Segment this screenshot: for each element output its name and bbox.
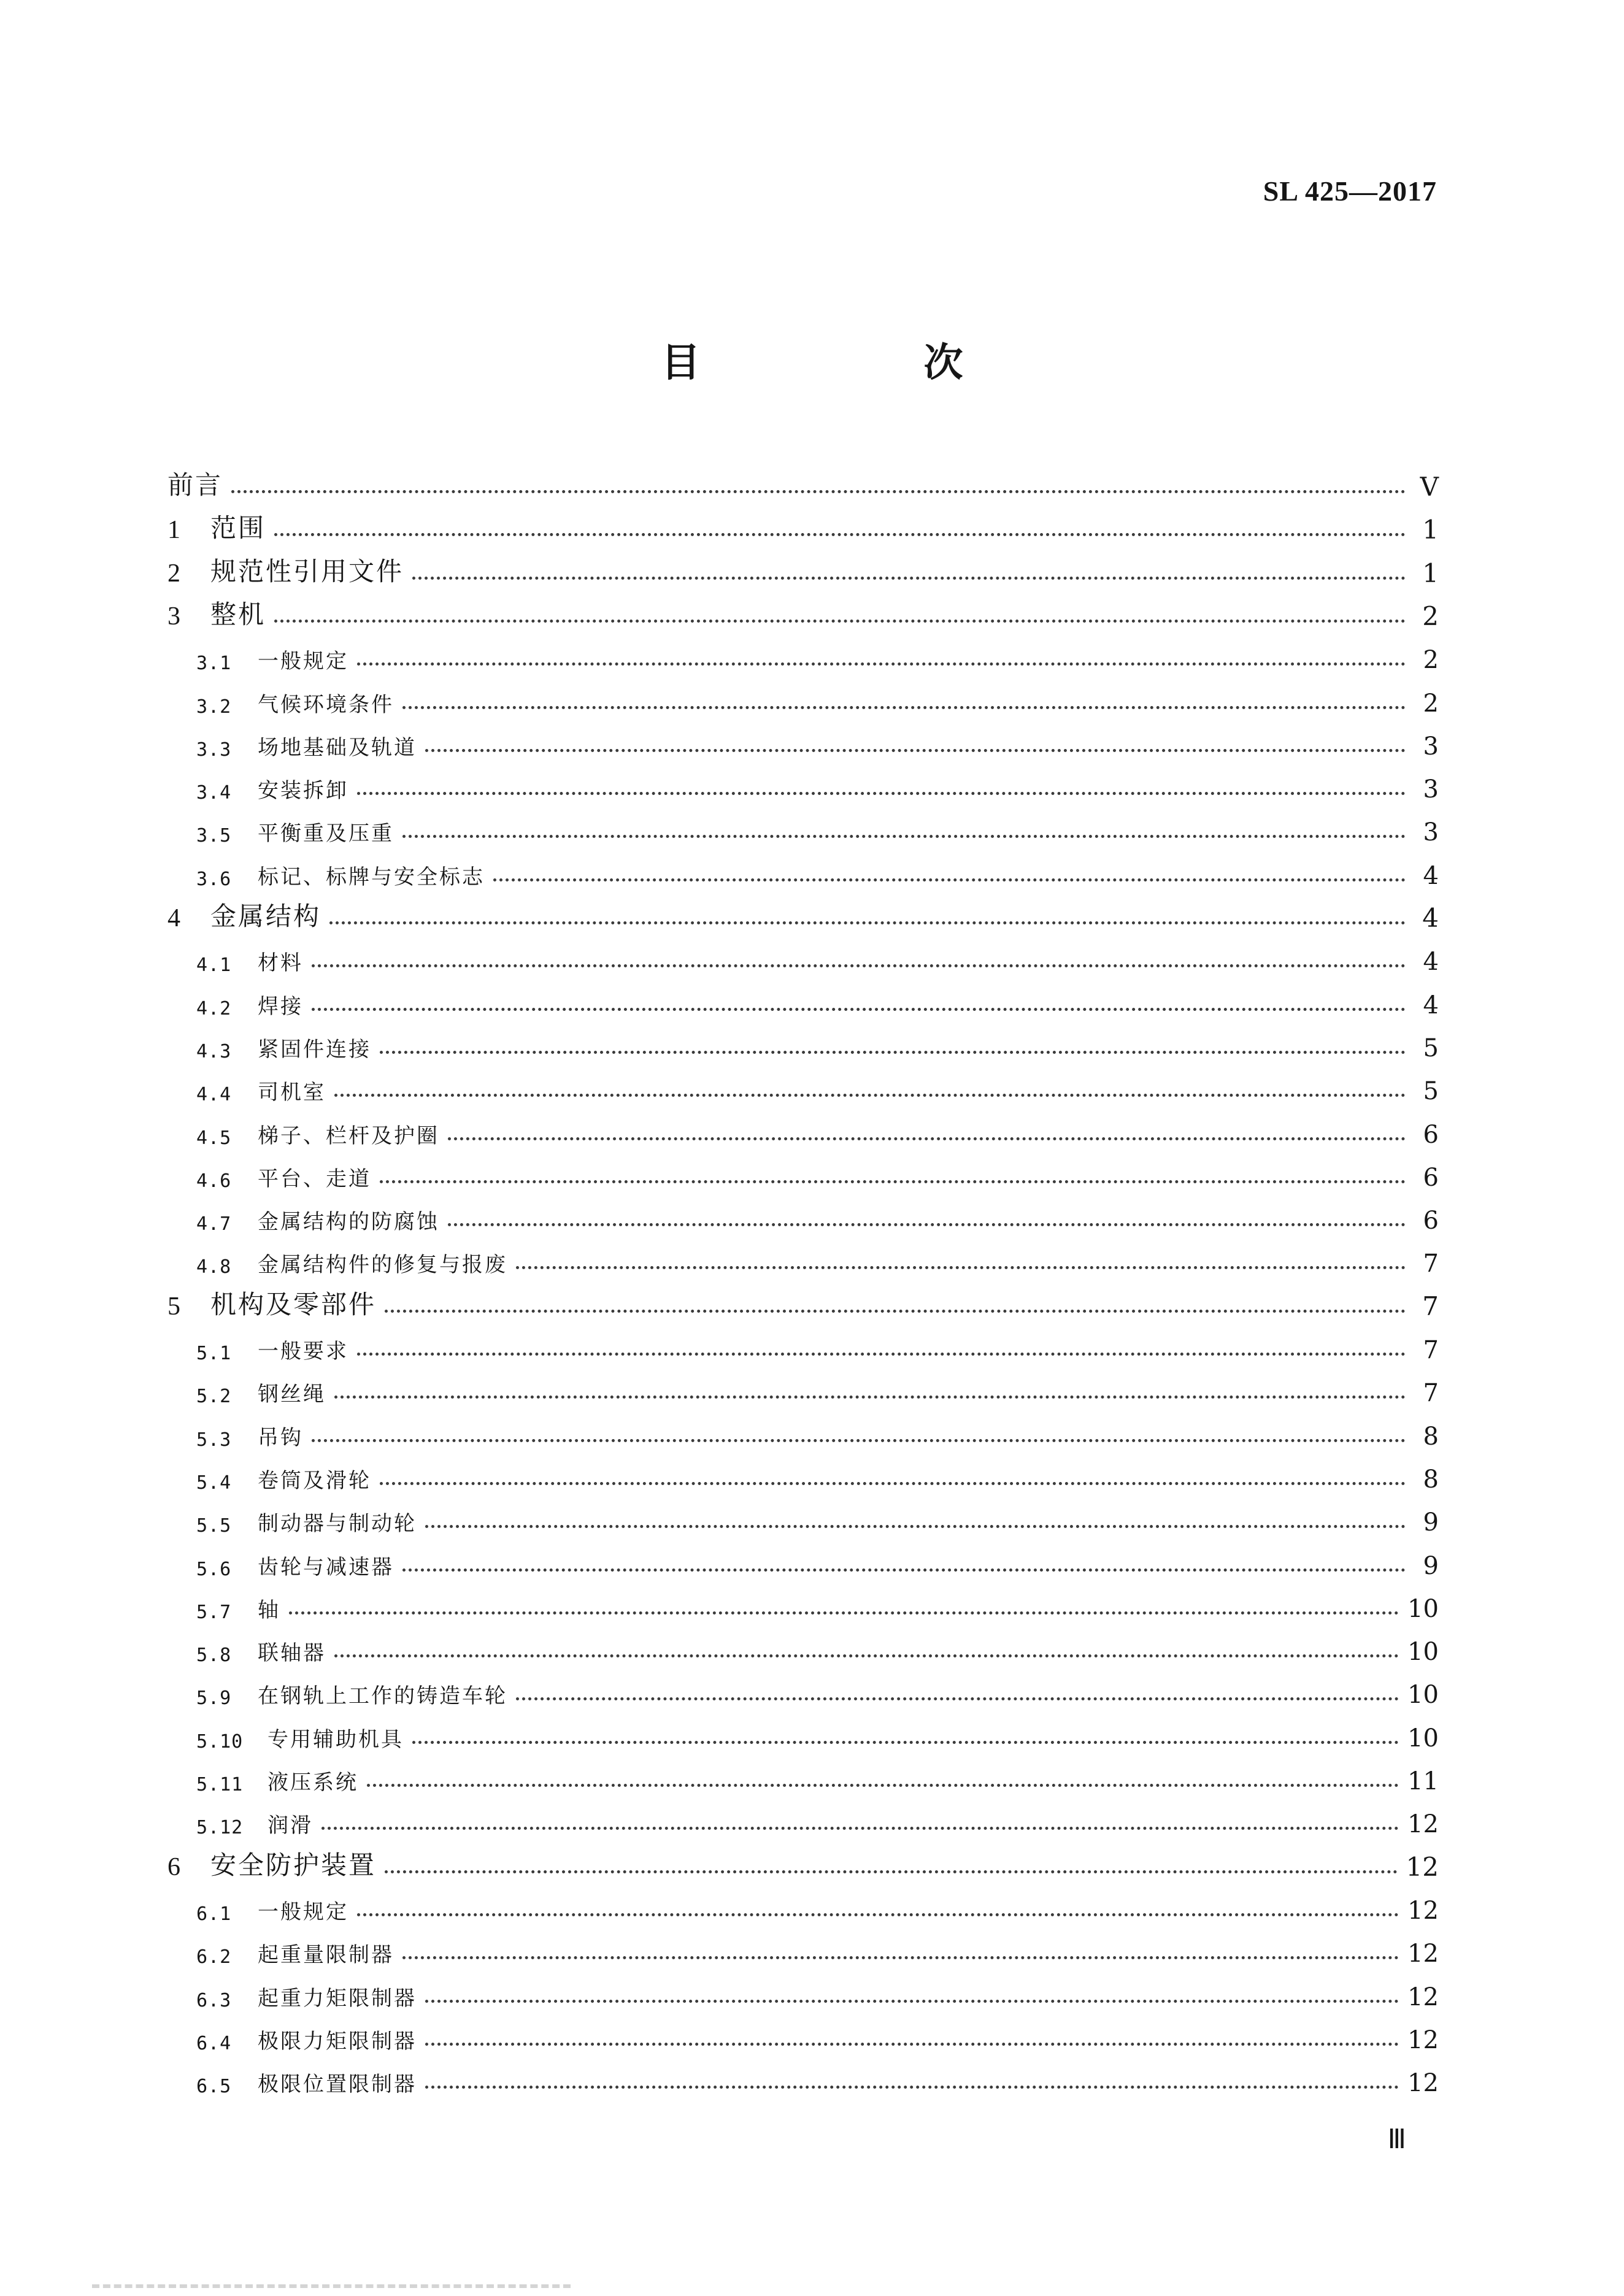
toc-leader-dots — [357, 1353, 1406, 1356]
toc-entry-number: 4.4 — [196, 1084, 232, 1105]
toc-entry[interactable] — [196, 851, 1439, 890]
toc-entry[interactable] — [196, 2015, 1439, 2054]
toc-entry-page: 11 — [1407, 1767, 1439, 1795]
toc-leader-dots — [274, 620, 1406, 623]
toc-entry[interactable] — [196, 1541, 1439, 1580]
toc-entry-label: 范围 — [210, 513, 266, 543]
toc-entry-label: 机构及零部件 — [210, 1289, 377, 1319]
toc-entry-page: 6 — [1423, 1207, 1439, 1235]
toc-entry-page: 7 — [1422, 1291, 1439, 1321]
toc-entry-label: 安装拆卸 — [258, 778, 348, 803]
toc-entry-page: 6 — [1423, 1164, 1439, 1192]
toc-leader-dots — [493, 878, 1406, 881]
toc-entry[interactable] — [196, 1023, 1439, 1062]
toc-leader-dots — [334, 1654, 1399, 1657]
toc-entry-page: 9 — [1423, 1508, 1439, 1537]
toc-entry-number: 6.4 — [196, 2033, 232, 2054]
toc-leader-dots — [402, 1568, 1406, 1572]
toc-entry-page: 12 — [1407, 1897, 1439, 1925]
toc-entry-page: 3 — [1423, 818, 1439, 847]
toc-entry-number: 6 — [167, 1853, 180, 1881]
toc-entry-page: 9 — [1423, 1552, 1439, 1580]
toc-entry[interactable] — [196, 1368, 1439, 1407]
toc-entry-number: 5.9 — [196, 1687, 232, 1709]
toc-entry-label: 安全防护装置 — [210, 1850, 377, 1880]
toc-entry-label: 司机室 — [258, 1080, 326, 1105]
toc-entry-label: 平台、走道 — [258, 1167, 371, 1191]
toc-entry-number: 5 — [167, 1292, 180, 1321]
toc-entry-page: 12 — [1406, 1852, 1439, 1882]
toc-leader-dots — [425, 2086, 1399, 2089]
toc-leader-dots — [425, 749, 1406, 752]
toc-entry[interactable] — [196, 1238, 1439, 1278]
toc-entry-label: 紧固件连接 — [258, 1037, 371, 1062]
toc-leader-dots — [380, 1482, 1406, 1485]
toc-entry[interactable] — [167, 1282, 1439, 1321]
toc-entry[interactable] — [196, 1670, 1439, 1709]
toc-entry-page: 8 — [1423, 1465, 1439, 1494]
toc-entry-label: 一般规定 — [258, 1900, 348, 1924]
toc-entry-page: 10 — [1407, 1638, 1439, 1666]
toc-leader-dots — [231, 490, 1406, 493]
toc-entry-number: 5.3 — [196, 1429, 232, 1451]
toc-entry-number: 4.7 — [196, 1213, 232, 1235]
toc-entry-number: 5.6 — [196, 1559, 232, 1580]
toc-entry[interactable] — [167, 592, 1439, 631]
toc-entry[interactable] — [196, 1929, 1439, 1968]
toc-entry[interactable] — [167, 894, 1439, 933]
toc-entry[interactable] — [196, 721, 1439, 761]
toc-leader-dots — [334, 1094, 1406, 1097]
toc-entry-number: 5.2 — [196, 1386, 232, 1407]
toc-entry[interactable] — [167, 549, 1439, 588]
toc-leader-dots — [412, 1741, 1399, 1744]
toc-leader-dots — [274, 533, 1406, 536]
toc-entry[interactable] — [196, 980, 1439, 1019]
toc-leader-dots — [385, 1310, 1406, 1313]
toc-entry[interactable] — [196, 1756, 1439, 1795]
toc-entry-number: 4.1 — [196, 954, 232, 976]
toc-entry[interactable] — [196, 1454, 1439, 1494]
toc-entry-page: 10 — [1407, 1724, 1439, 1753]
toc-entry[interactable] — [196, 1066, 1439, 1105]
toc-leader-dots — [516, 1266, 1406, 1269]
toc-entry-page: 4 — [1423, 862, 1439, 890]
toc-entry[interactable] — [196, 1799, 1439, 1838]
toc-entry-page: 6 — [1423, 1121, 1439, 1149]
toc-entry-number: 3.1 — [196, 653, 232, 674]
toc-leader-dots — [289, 1611, 1399, 1614]
toc-leader-dots — [357, 662, 1406, 666]
toc-entry-page: 10 — [1407, 1595, 1439, 1623]
toc-entry-number: 6.5 — [196, 2076, 232, 2097]
toc-entry-page: 12 — [1407, 2026, 1439, 2054]
toc-entry-label: 润滑 — [267, 1813, 313, 1838]
toc-entry-label: 液压系统 — [267, 1770, 358, 1795]
toc-entry[interactable] — [196, 1196, 1439, 1235]
page-number: Ⅲ — [1387, 2124, 1406, 2154]
toc-leader-dots — [425, 2000, 1399, 2003]
toc-entry-number: 5.4 — [196, 1472, 232, 1494]
toc-entry-number: 3.6 — [196, 869, 232, 890]
toc-entry-number: 4.2 — [196, 998, 232, 1019]
toc-leader-dots — [385, 1870, 1398, 1873]
standard-code: SL 425—2017 — [1263, 175, 1437, 207]
toc-leader-dots — [380, 1180, 1406, 1183]
toc-leader-dots — [516, 1697, 1399, 1700]
toc-entry[interactable] — [196, 635, 1439, 674]
toc-leader-dots — [321, 1827, 1399, 1830]
toc-entry[interactable] — [196, 1584, 1439, 1623]
toc-entry-label: 金属结构件的修复与报废 — [258, 1253, 507, 1277]
toc-leader-dots — [402, 1956, 1399, 1959]
toc-entry-number: 4 — [167, 904, 180, 932]
toc-entry-number: 5.12 — [196, 1817, 244, 1838]
toc-entry-page: 12 — [1407, 2069, 1439, 2097]
toc-entry-number: 3.3 — [196, 739, 232, 761]
toc-entry[interactable] — [167, 1843, 1439, 1882]
toc-entry[interactable] — [196, 2058, 1439, 2097]
toc-entry[interactable] — [196, 1886, 1439, 1925]
toc-entry[interactable] — [196, 1110, 1439, 1149]
toc-entry-label: 齿轮与减速器 — [258, 1555, 394, 1580]
toc-entry-number: 4.5 — [196, 1127, 232, 1149]
toc-entry[interactable] — [196, 1713, 1439, 1753]
toc-leader-dots — [367, 1784, 1399, 1787]
toc-entry-number: 5.7 — [196, 1602, 232, 1623]
toc-entry-number: 3.2 — [196, 696, 232, 718]
toc-entry-label: 梯子、栏杆及护圈 — [258, 1124, 439, 1148]
toc-leader-dots — [412, 577, 1406, 580]
toc-entry-number: 5.1 — [196, 1343, 232, 1364]
toc-entry-number: 2 — [167, 559, 180, 588]
toc-entry-label: 规范性引用文件 — [210, 556, 404, 586]
toc-entry-label: 焊接 — [258, 994, 303, 1019]
toc-entry-label: 金属结构 — [210, 901, 321, 931]
toc-entry-page: 3 — [1423, 732, 1439, 761]
toc-entry-page: 2 — [1422, 601, 1439, 631]
toc-entry-number: 3.5 — [196, 825, 232, 847]
toc-entry-number: 4.3 — [196, 1041, 232, 1062]
toc-entry-label: 极限力矩限制器 — [258, 2029, 417, 2054]
toc-entry[interactable] — [196, 807, 1439, 847]
toc-leader-dots — [448, 1137, 1406, 1140]
toc-leader-dots — [357, 1913, 1399, 1916]
toc-entry-label: 整机 — [210, 599, 266, 629]
toc-entry-page: 7 — [1423, 1379, 1439, 1407]
toc-leader-dots — [312, 964, 1406, 967]
toc-entry-number: 6.3 — [196, 1990, 232, 2011]
toc-entry-page: Ⅴ — [1420, 472, 1439, 502]
toc-entry-label: 轴 — [258, 1598, 280, 1622]
toc-entry-label: 起重力矩限制器 — [258, 1986, 417, 2011]
page-title: 目 次 — [661, 340, 1055, 386]
toc-entry-number: 4.6 — [196, 1170, 232, 1192]
toc-leader-dots — [334, 1396, 1406, 1399]
toc-leader-dots — [448, 1223, 1406, 1226]
toc-entry[interactable] — [167, 505, 1439, 545]
toc-entry-number: 5.10 — [196, 1731, 244, 1753]
toc-entry-label: 一般规定 — [258, 649, 348, 674]
toc-entry-label: 钢丝绳 — [258, 1382, 326, 1407]
toc-entry-page: 2 — [1423, 646, 1439, 674]
toc-entry-page: 7 — [1423, 1336, 1439, 1364]
toc-entry-page: 4 — [1423, 948, 1439, 976]
toc-entry-page: 4 — [1422, 903, 1439, 933]
toc-entry[interactable] — [196, 1627, 1439, 1666]
toc-entry-number: 6.2 — [196, 1946, 232, 1968]
toc-entry-label: 吊钩 — [258, 1426, 303, 1450]
toc-entry-page: 8 — [1423, 1423, 1439, 1451]
toc-entry-page: 12 — [1407, 1940, 1439, 1968]
toc-entry-page: 5 — [1423, 1077, 1439, 1105]
toc-entry-label: 极限位置限制器 — [258, 2072, 417, 2097]
toc-entry-number: 3 — [167, 602, 180, 631]
toc-entry-label: 材料 — [258, 951, 303, 975]
toc-entry[interactable] — [167, 463, 1439, 502]
toc-entry-label: 制动器与制动轮 — [258, 1511, 417, 1536]
toc-entry-label: 气候环境条件 — [258, 693, 394, 717]
toc-entry-label: 在钢轨上工作的铸造车轮 — [258, 1684, 507, 1708]
toc-entry-page: 3 — [1423, 775, 1439, 804]
toc-entry-page: 4 — [1423, 991, 1439, 1019]
toc-entry[interactable] — [196, 1411, 1439, 1451]
toc-entry-page: 12 — [1407, 1983, 1439, 2011]
toc-leader-dots — [402, 706, 1406, 709]
toc-entry-number: 6.1 — [196, 1903, 232, 1925]
toc-leader-dots — [357, 792, 1406, 795]
toc-entry-page: 5 — [1423, 1034, 1439, 1062]
toc-entry-label: 起重量限制器 — [258, 1943, 394, 1967]
toc-entry-number: 1 — [167, 516, 180, 544]
toc-entry-label: 卷筒及滑轮 — [258, 1469, 371, 1493]
toc-entry-label: 联轴器 — [258, 1641, 326, 1665]
toc-entry[interactable] — [196, 1972, 1439, 2011]
toc-entry-label: 专用辅助机具 — [267, 1727, 404, 1752]
toc-leader-dots — [312, 1439, 1406, 1442]
toc-entry[interactable] — [196, 678, 1439, 718]
scan-artifact — [92, 2281, 571, 2288]
toc-entry-label: 前言 — [167, 470, 223, 500]
toc-entry-label: 平衡重及压重 — [258, 821, 394, 846]
toc-leader-dots — [402, 835, 1406, 838]
toc-entry-page: 1 — [1422, 515, 1439, 545]
toc-entry[interactable] — [196, 937, 1439, 976]
toc-entry-number: 4.8 — [196, 1256, 232, 1278]
toc-entry-label: 场地基础及轨道 — [258, 735, 417, 760]
toc-entry[interactable] — [196, 1497, 1439, 1537]
toc-entry-page: 2 — [1423, 689, 1439, 718]
toc-entry-number: 5.5 — [196, 1515, 232, 1537]
toc-leader-dots — [425, 1525, 1406, 1528]
toc-entry-number: 5.11 — [196, 1774, 244, 1795]
toc-entry-label: 一般要求 — [258, 1339, 348, 1364]
toc-leader-dots — [380, 1051, 1406, 1054]
toc-entry-page: 10 — [1407, 1681, 1439, 1709]
toc-entry-page: 1 — [1422, 558, 1439, 588]
toc-leader-dots — [329, 921, 1406, 924]
toc-entry[interactable] — [196, 1153, 1439, 1192]
toc-entry-label: 标记、标牌与安全标志 — [258, 865, 485, 889]
toc-entry-label: 金属结构的防腐蚀 — [258, 1210, 439, 1234]
toc-leader-dots — [425, 2043, 1399, 2046]
toc-leader-dots — [312, 1008, 1406, 1011]
toc-entry-page: 7 — [1423, 1250, 1439, 1278]
toc-entry-number: 5.8 — [196, 1645, 232, 1666]
toc-entry[interactable] — [196, 764, 1439, 804]
toc-entry-page: 12 — [1407, 1810, 1439, 1838]
toc-entry-number: 3.4 — [196, 782, 232, 804]
toc-entry[interactable] — [196, 1325, 1439, 1364]
